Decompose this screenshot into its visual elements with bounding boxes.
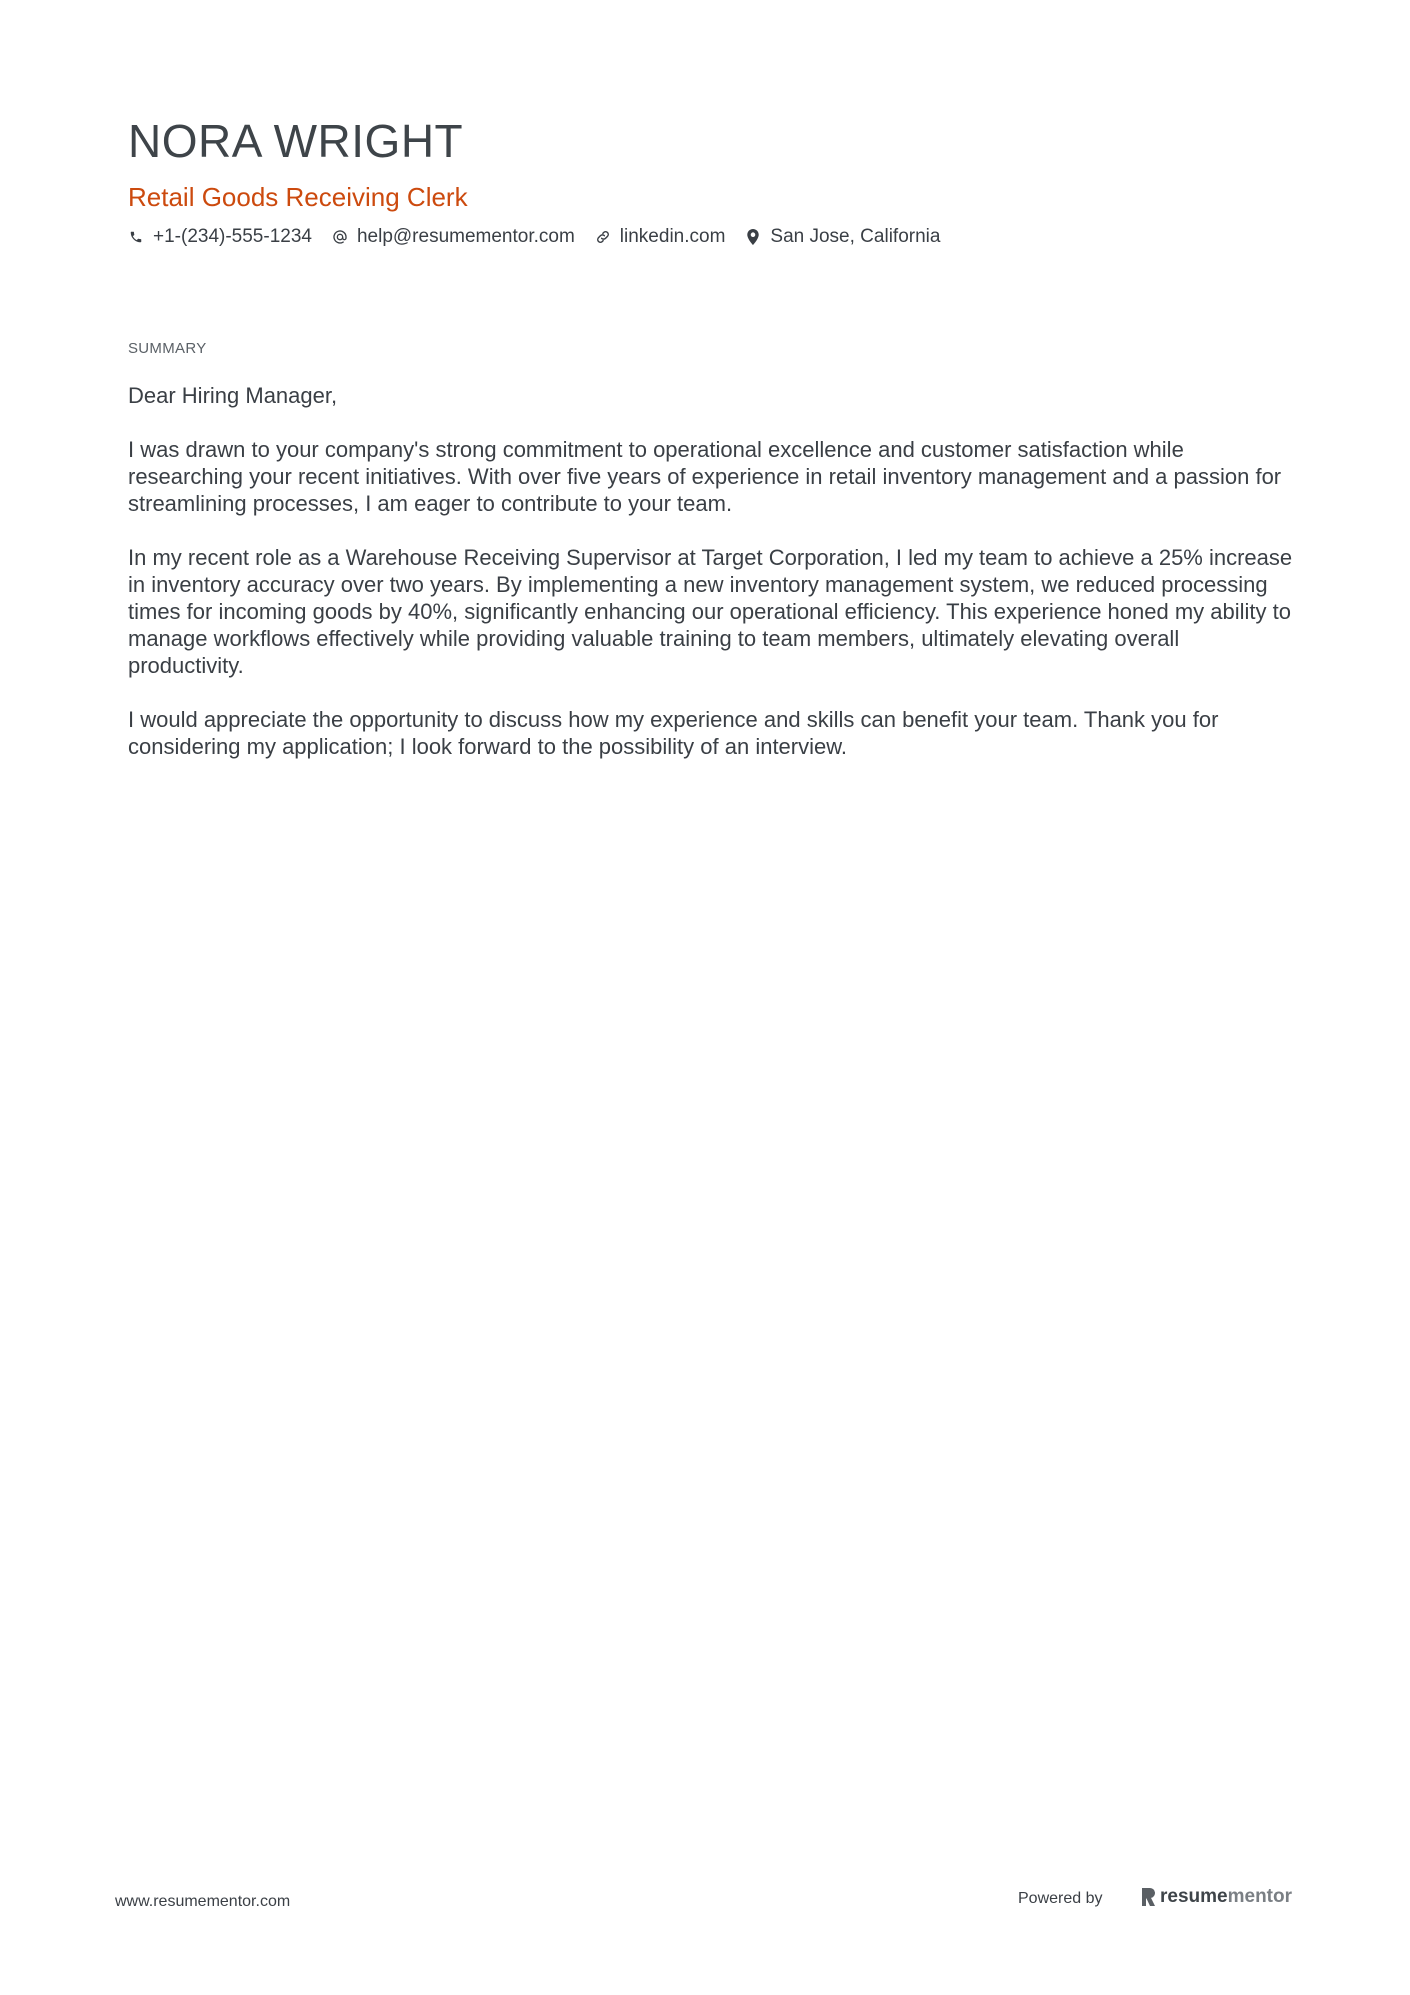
resumementor-logo[interactable] [1140,1886,1292,1908]
contact-row [128,224,1288,250]
location-pin-icon [745,229,761,245]
link-icon [595,229,611,245]
brand-text-resume: resume [1160,1886,1228,1907]
letter-body [128,382,1298,787]
contact-linkedin[interactable] [595,224,726,250]
header [128,112,1288,250]
phone-icon [128,229,144,245]
contact-location [745,224,940,250]
job-title: Retail Goods Receiving Clerk [128,182,468,212]
phone-text: +1-(234)-555-1234 [153,226,312,247]
candidate-name: NORA WRIGHT [128,115,464,167]
at-icon [332,229,348,245]
powered-by-label: Powered by [1018,1890,1103,1907]
summary-heading: SUMMARY [128,340,207,357]
linkedin-text: linkedin.com [619,226,726,247]
paragraph-3: I would appreciate the opportunity to discuss how my experience and skills can benefit your team. Thank you for considering my application; I look forward to the possibility of an interview. [128,707,1219,759]
paragraph-1: I was drawn to your company's strong commitment to operational excellence and customer satisfaction while researching your recent initiatives. With over five years of experience in retail inventory management and a passion for streamlining processes, I am eager to contribute to your team. [128,437,1282,516]
contact-email[interactable] [332,224,575,250]
location-text: San Jose, California [770,226,941,247]
email-text: help@resumementor.com [356,226,575,247]
salutation: Dear Hiring Manager, [128,383,338,408]
brand-text-mentor: mentor [1227,1886,1293,1907]
resumementor-logo-icon [1140,1887,1156,1907]
footer-website-link[interactable]: www.resumementor.com [115,1893,291,1910]
paragraph-2: In my recent role as a Warehouse Receiving Supervisor at Target Corporation, I led my team to achieve a 25% increase in inventory accuracy over two years. By implementing a new inventory management system, we reduced processing times for incoming goods by 40%, significantly enhancing our operational efficiency. This experience honed my ability to manage workflows effectively while providing valuable training to team members, ultimately elevating overall productivity. [128,545,1293,678]
contact-phone[interactable] [128,224,312,250]
